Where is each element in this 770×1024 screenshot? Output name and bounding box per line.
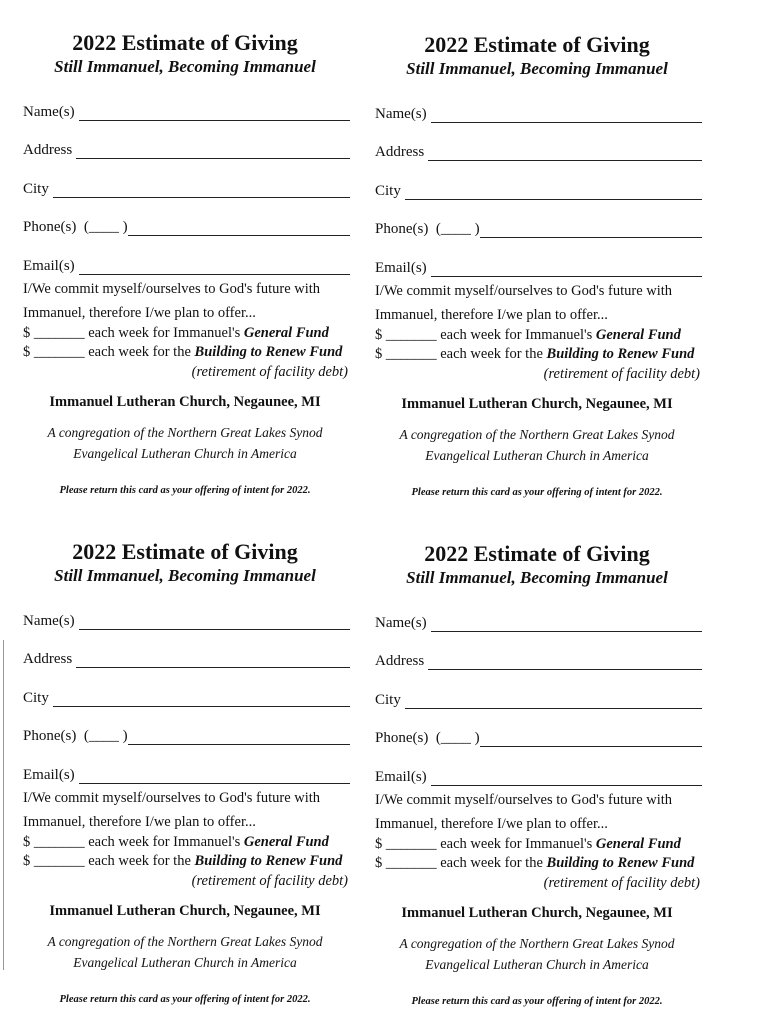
phone-field[interactable] (375, 725, 702, 747)
commit-text-line1: I/We commit myself/ourselves to God's future with (23, 281, 321, 297)
email-label: Email(s) (375, 769, 427, 785)
email-field[interactable] (23, 253, 350, 275)
church-name: Immanuel Lutheran Church, Negaunee, MI (49, 903, 321, 919)
general-fund-line (375, 835, 702, 854)
name-label: Name(s) (375, 106, 427, 122)
building-fund-line (23, 343, 350, 362)
building-fund-name: Building to Renew Fund (546, 855, 695, 871)
return-note: Please return this card as your offering of intent for 2022. (411, 487, 663, 498)
building-fund-name: Building to Renew Fund (194, 853, 343, 869)
card-title: 2022 Estimate of Giving (72, 30, 298, 55)
building-fund-line (23, 852, 350, 871)
general-fund-prefix: $ _______ each week for Immanuel's (23, 325, 244, 341)
card-subtitle: Still Immanuel, Becoming Immanuel (54, 57, 316, 76)
phone-line[interactable] (128, 730, 350, 745)
address-line[interactable] (76, 653, 350, 668)
commit-text-line1: I/We commit myself/ourselves to God's future with (23, 790, 321, 806)
name-line[interactable] (79, 106, 350, 121)
return-note: Please return this card as your offering of intent for 2022. (59, 485, 311, 496)
giving-card-1 (20, 30, 350, 510)
name-field[interactable] (375, 101, 702, 123)
city-field[interactable] (375, 178, 702, 200)
phone-field[interactable] (23, 723, 350, 745)
general-fund-name: General Fund (595, 327, 681, 343)
building-fund-prefix: $ _______ each week for the (375, 346, 547, 362)
general-fund-name: General Fund (243, 834, 329, 850)
giving-card-2 (372, 32, 702, 512)
email-label: Email(s) (23, 258, 75, 274)
synod-line2: Evangelical Lutheran Church in America (73, 446, 297, 461)
phone-line[interactable] (480, 732, 702, 747)
commit-text-line1: I/We commit myself/ourselves to God's future with (375, 283, 673, 299)
email-field[interactable] (375, 764, 702, 786)
synod-line2: Evangelical Lutheran Church in America (425, 448, 649, 463)
church-name: Immanuel Lutheran Church, Negaunee, MI (401, 905, 673, 921)
commit-text-line2: Immanuel, therefore I/we plan to offer... (375, 816, 608, 832)
building-fund-prefix: $ _______ each week for the (375, 855, 547, 871)
building-fund-prefix: $ _______ each week for the (23, 344, 195, 360)
retirement-note: (retirement of facility debt) (543, 875, 700, 891)
address-field[interactable] (375, 648, 702, 670)
return-note: Please return this card as your offering of intent for 2022. (411, 996, 663, 1007)
city-label: City (375, 183, 401, 199)
address-line[interactable] (76, 144, 350, 159)
city-label: City (23, 690, 49, 706)
address-field[interactable] (23, 137, 350, 159)
address-label: Address (23, 651, 73, 667)
synod-line2: Evangelical Lutheran Church in America (425, 957, 649, 972)
email-line[interactable] (431, 771, 702, 786)
name-label: Name(s) (375, 615, 427, 631)
synod-info (20, 931, 350, 973)
commit-text-line2: Immanuel, therefore I/we plan to offer... (375, 307, 608, 323)
building-fund-name: Building to Renew Fund (546, 346, 695, 362)
synod-line1: A congregation of the Northern Great Lakes Synod (47, 425, 323, 440)
city-line[interactable] (405, 185, 702, 200)
address-label: Address (375, 653, 425, 669)
name-label: Name(s) (23, 104, 75, 120)
building-fund-name: Building to Renew Fund (194, 344, 343, 360)
name-line[interactable] (431, 617, 702, 632)
address-line[interactable] (428, 655, 702, 670)
synod-line1: A congregation of the Northern Great Lakes Synod (399, 427, 675, 442)
email-line[interactable] (79, 769, 350, 784)
retirement-note: (retirement of facility debt) (543, 366, 700, 382)
general-fund-line (23, 833, 350, 852)
general-fund-prefix: $ _______ each week for Immanuel's (375, 327, 596, 343)
address-label: Address (23, 142, 73, 158)
synod-info (372, 933, 702, 975)
general-fund-name: General Fund (595, 836, 681, 852)
card-subtitle: Still Immanuel, Becoming Immanuel (54, 566, 316, 585)
card-title: 2022 Estimate of Giving (424, 541, 650, 566)
commit-text-line2: Immanuel, therefore I/we plan to offer... (23, 814, 256, 830)
city-label: City (23, 181, 49, 197)
building-fund-line (375, 854, 702, 873)
church-name: Immanuel Lutheran Church, Negaunee, MI (401, 396, 673, 412)
synod-info (372, 424, 702, 466)
city-label: City (375, 692, 401, 708)
return-note: Please return this card as your offering of intent for 2022. (59, 994, 311, 1005)
address-label: Address (375, 144, 425, 160)
general-fund-prefix: $ _______ each week for Immanuel's (375, 836, 596, 852)
phone-label: Phone(s) (____ ) (23, 728, 128, 744)
card-title: 2022 Estimate of Giving (424, 32, 650, 57)
general-fund-prefix: $ _______ each week for Immanuel's (23, 834, 244, 850)
email-field[interactable] (23, 762, 350, 784)
retirement-note: (retirement of facility debt) (191, 873, 348, 889)
name-field[interactable] (23, 99, 350, 121)
building-fund-line (375, 345, 702, 364)
name-field[interactable] (23, 608, 350, 630)
card-title: 2022 Estimate of Giving (72, 539, 298, 564)
card-subtitle: Still Immanuel, Becoming Immanuel (406, 59, 668, 78)
card-subtitle: Still Immanuel, Becoming Immanuel (406, 568, 668, 587)
city-line[interactable] (405, 694, 702, 709)
phone-label: Phone(s) (____ ) (375, 221, 480, 237)
address-line[interactable] (428, 146, 702, 161)
building-fund-prefix: $ _______ each week for the (23, 853, 195, 869)
synod-line1: A congregation of the Northern Great Lakes Synod (399, 936, 675, 951)
giving-card-3 (20, 539, 350, 1019)
name-line[interactable] (431, 108, 702, 123)
phone-label: Phone(s) (____ ) (375, 730, 480, 746)
email-line[interactable] (79, 260, 350, 275)
church-name: Immanuel Lutheran Church, Negaunee, MI (49, 394, 321, 410)
commit-text-line2: Immanuel, therefore I/we plan to offer... (23, 305, 256, 321)
synod-line2: Evangelical Lutheran Church in America (73, 955, 297, 970)
address-field[interactable] (23, 646, 350, 668)
general-fund-line (375, 326, 702, 345)
phone-line[interactable] (128, 221, 350, 236)
name-field[interactable] (375, 610, 702, 632)
email-line[interactable] (431, 262, 702, 277)
name-line[interactable] (79, 615, 350, 630)
phone-field[interactable] (375, 216, 702, 238)
general-fund-name: General Fund (243, 325, 329, 341)
phone-label: Phone(s) (____ ) (23, 219, 128, 235)
city-line[interactable] (53, 692, 350, 707)
commit-text-line1: I/We commit myself/ourselves to God's future with (375, 792, 673, 808)
page-edge-line (3, 640, 4, 970)
name-label: Name(s) (23, 613, 75, 629)
city-field[interactable] (23, 176, 350, 198)
city-field[interactable] (375, 687, 702, 709)
synod-info (20, 422, 350, 464)
synod-line1: A congregation of the Northern Great Lakes Synod (47, 934, 323, 949)
email-label: Email(s) (23, 767, 75, 783)
phone-field[interactable] (23, 214, 350, 236)
email-field[interactable] (375, 255, 702, 277)
general-fund-line (23, 324, 350, 343)
email-label: Email(s) (375, 260, 427, 276)
address-field[interactable] (375, 139, 702, 161)
city-field[interactable] (23, 685, 350, 707)
giving-card-4 (372, 541, 702, 1021)
city-line[interactable] (53, 183, 350, 198)
retirement-note: (retirement of facility debt) (191, 364, 348, 380)
phone-line[interactable] (480, 223, 702, 238)
